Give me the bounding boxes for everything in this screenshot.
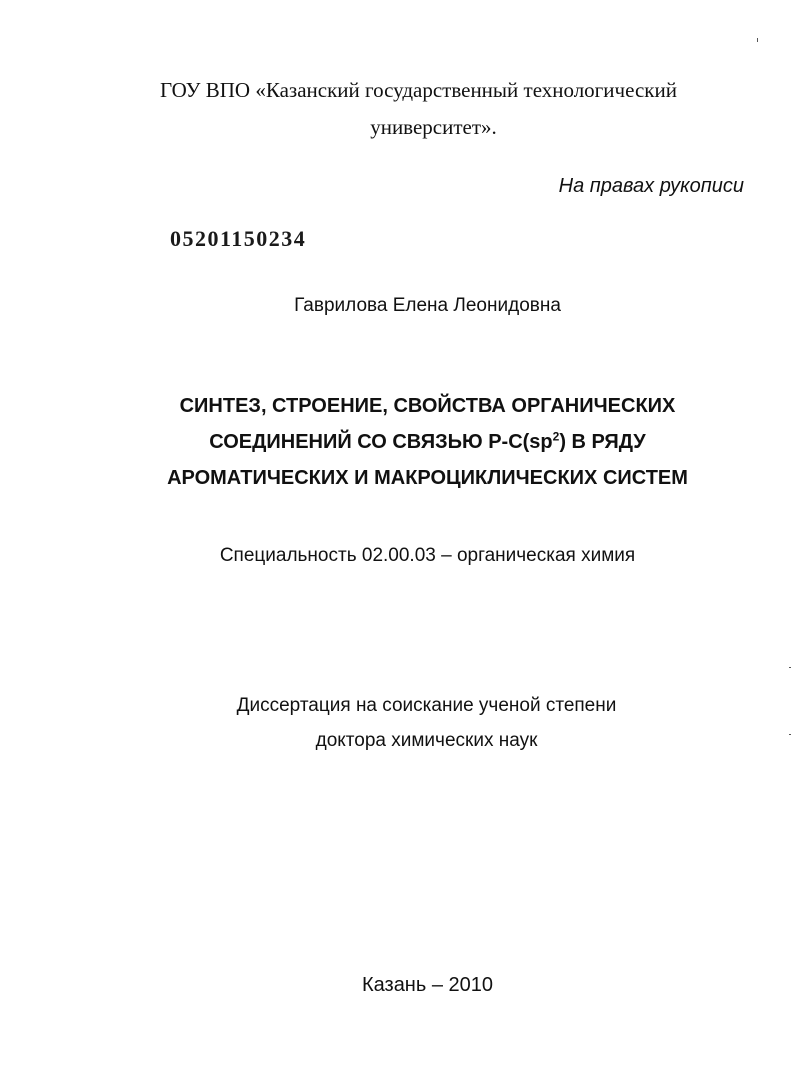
- degree-line-2: доктора химических наук: [315, 730, 538, 751]
- author-name: Гаврилова Елена Леонидовна: [294, 295, 561, 316]
- title-line-1: СИНТЕЗ, СТРОЕНИЕ, СВОЙСТВА ОРГАНИЧЕСКИХ: [179, 395, 676, 417]
- institution-line-2: университет».: [370, 115, 497, 139]
- degree-line-1: Диссертация на соискание ученой степени: [236, 695, 617, 716]
- title-line-2-end: ) В РЯДУ: [559, 431, 646, 453]
- institution-line-1: ГОУ ВПО «Казанский государственный технологический: [160, 78, 677, 102]
- title-line-2: [56, 424, 799, 460]
- specialty: Специальность 02.00.03 – органическая химия: [219, 545, 636, 566]
- scan-speck: [757, 38, 758, 42]
- archive-number: 05201150234: [170, 226, 307, 251]
- dissertation-title: [0, 388, 799, 496]
- scan-speck: [789, 734, 791, 735]
- title-line-2-start: СОЕДИНЕНИЙ СО СВЯЗЬЮ Р-С(sp: [209, 431, 553, 453]
- title-line-3: АРОМАТИЧЕСКИХ И МАКРОЦИКЛИЧЕСКИХ СИСТЕМ: [167, 467, 688, 489]
- rights-note: На правах рукописи: [558, 175, 744, 197]
- scan-speck: [789, 667, 791, 668]
- city-year: Казань – 2010: [361, 974, 494, 996]
- title-superscript: 2: [552, 429, 560, 444]
- degree-statement: [0, 688, 799, 758]
